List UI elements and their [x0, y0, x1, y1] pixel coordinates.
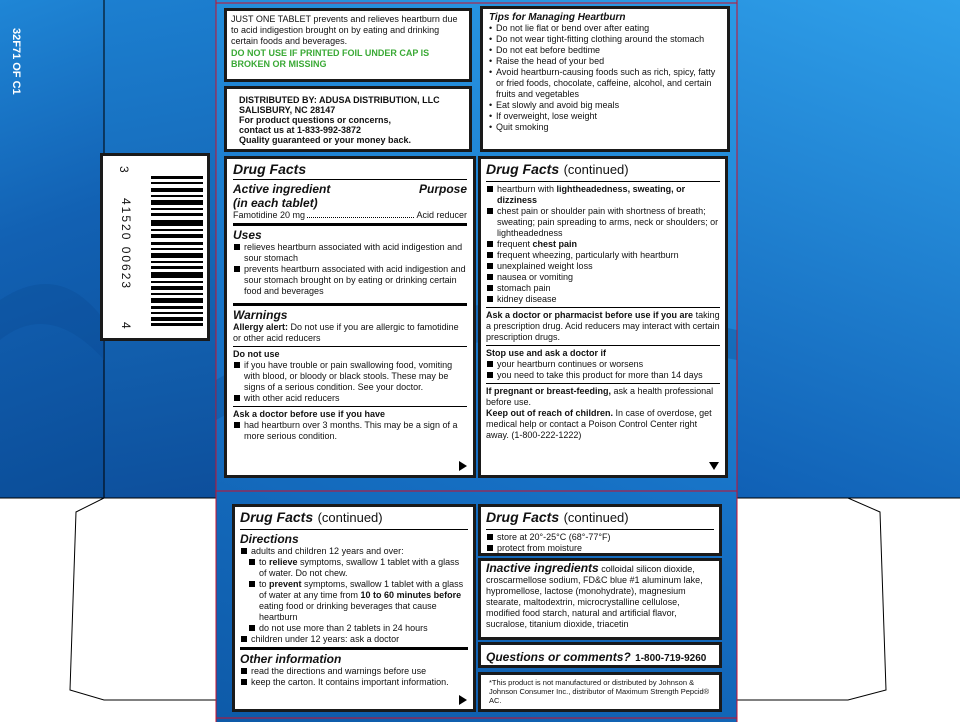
decorative-swoosh: [0, 284, 104, 360]
list-item: relieves heartburn associated with acid indigestion and sour stomach: [233, 242, 467, 264]
list-item: prevents heartburn associated with acid indigestion and sour stomach brought on by eating or drinking certain food and beverages: [233, 264, 467, 297]
drug-facts-panel-2: [478, 156, 728, 478]
questions-heading: Questions or comments?: [486, 650, 631, 664]
distributor-line: SALISBURY, NC 28147: [239, 105, 336, 115]
list-item: children under 12 years: ask a doctor: [240, 634, 468, 645]
allergy-text: Do not use if you are allergic to famotidine or other acid reducers: [233, 322, 459, 343]
list-item: read the directions and warnings before use: [240, 666, 468, 677]
continue-arrow-icon: [709, 462, 719, 470]
list-item: if you have trouble or pain swallowing food, vomiting with blood, or bloody or black stools. These may be signs of a serious condition. See your doctor.: [233, 360, 467, 393]
distributor-line: contact us at 1-833-992-3872: [239, 125, 362, 135]
ask-doctor-symptoms-list: [486, 184, 720, 305]
barcode-bars: [131, 176, 203, 326]
continue-arrow-icon: [459, 695, 467, 705]
list-item: chest pain or shoulder pain with shortness of breath; sweating; pain spreading to arms, neck or shoulders; or lightheadedness: [486, 206, 720, 239]
questions-phone: 1-800-719-9260: [635, 653, 707, 664]
distributor-box: [224, 86, 472, 152]
list-item: keep the carton. It contains important information.: [240, 677, 468, 688]
list-item: kidney disease: [486, 294, 720, 305]
disclaimer-text: *This product is not manufactured or distributed by Johnson & Johnson Consumer Inc., distributor of Maximum Strength Pepcid® AC.: [489, 678, 710, 705]
do-not-use-list: [233, 360, 467, 404]
list-item: • Do not eat before bedtime: [489, 45, 721, 56]
distributor-line: For product questions or concerns,: [239, 115, 392, 125]
barcode-check-digit: 4: [119, 322, 133, 329]
active-ingredient-label: Active ingredient: [233, 182, 331, 196]
ask-pharmacist: Ask a doctor or pharmacist before use if you are taking a prescription drug. Acid reducers may interact with certain prescription drugs.: [486, 310, 720, 342]
pregnancy-warning: If pregnant or breast-feeding, ask a health professional before use.: [486, 386, 714, 407]
intro-box: [224, 8, 472, 82]
uses-heading: Uses: [233, 228, 262, 242]
list-item: • Raise the head of your bed: [489, 56, 721, 67]
ask-doctor-heading: Ask a doctor before use if you have: [233, 409, 386, 419]
list-item: you need to take this product for more than 14 days: [486, 370, 720, 381]
allergy-alert: [233, 322, 467, 344]
storage-list: [486, 532, 714, 554]
list-item: • Do not lie flat or bend over after eating: [489, 23, 721, 34]
do-not-use-heading: Do not use: [233, 349, 280, 359]
active-ingredient-sub: (in each tablet): [233, 196, 318, 210]
list-item: nausea or vomiting: [486, 272, 720, 283]
foil-warning: DO NOT USE IF PRINTED FOIL UNDER CAP IS BROKEN OR MISSING: [231, 48, 430, 69]
drug-facts-title: Drug Facts: [233, 161, 307, 177]
distributor-line: Quality guaranteed or your money back.: [239, 135, 412, 145]
list-item: frequent wheezing, particularly with heartburn: [486, 250, 720, 261]
ingredient-name: Famotidine 20 mg: [233, 210, 306, 220]
stop-use-list: [486, 359, 720, 381]
other-information-heading: Other information: [240, 652, 342, 666]
list-item: had heartburn over 3 months. This may be a sign of a more serious condition.: [233, 420, 467, 442]
distributor-line: DISTRIBUTED BY: ADUSA DISTRIBUTION, LLC: [239, 95, 440, 105]
list-item: adults and children 12 years and over:: [240, 546, 468, 557]
drug-facts-title: Drug Facts (continued): [240, 509, 383, 525]
ingredient-row: [233, 210, 467, 221]
intro-text: JUST ONE TABLET prevents and relieves heartburn due to acid indigestion brought on by eating and drinking certain foods and beverages.: [231, 14, 458, 46]
tips-box: [480, 6, 730, 152]
tips-title: Tips for Managing Heartburn: [489, 12, 626, 23]
other-information-list: [240, 666, 468, 688]
ask-doctor-list: [233, 420, 467, 442]
barcode: [100, 153, 210, 341]
side-code: 32F71 OF C1: [10, 28, 22, 95]
bottom-right-flap: [737, 498, 886, 700]
list-item: heartburn with lightheadedness, sweating, or dizziness: [486, 184, 720, 206]
questions-box: [478, 642, 722, 668]
directions-sublist: [240, 557, 468, 634]
list-item: • Quit smoking: [489, 122, 721, 133]
drug-facts-title: Drug Facts (continued): [486, 161, 629, 177]
list-item: frequent chest pain: [486, 239, 720, 250]
list-item: to prevent symptoms, swallow 1 tablet with a glass of water at any time from 10 to 60 minutes before eating food or drinking beverages that cause heartburn: [248, 579, 468, 623]
tips-list: [489, 23, 721, 133]
stop-use-heading: Stop use and ask a doctor if: [486, 348, 607, 358]
list-item: with other acid reducers: [233, 393, 467, 404]
barcode-lead-digit: 3: [117, 166, 131, 173]
drug-facts-title: Drug Facts (continued): [486, 509, 629, 525]
drug-facts-panel-4: [478, 504, 722, 556]
list-item: unexplained weight loss: [486, 261, 720, 272]
active-ingredient-header: [233, 182, 467, 196]
list-item: store at 20°-25°C (68°-77°F): [486, 532, 714, 543]
barcode-middle-digits: 41520 00623: [119, 198, 133, 291]
list-item: • Eat slowly and avoid big meals: [489, 100, 721, 111]
continue-arrow-icon: [459, 461, 467, 471]
allergy-label: Allergy alert:: [233, 322, 289, 332]
uses-list: [233, 242, 467, 297]
purpose-label: Purpose: [418, 182, 467, 196]
ingredient-purpose: Acid reducer: [416, 210, 467, 220]
list-item: your heartburn continues or worsens: [486, 359, 720, 370]
directions-heading: Directions: [240, 532, 299, 546]
inactive-ingredients-box: [478, 558, 722, 640]
directions-children: [240, 634, 468, 645]
inactive-ingredients: Inactive ingredients colloidal silicon dioxide, croscarmellose sodium, FD&C blue #1 aluminum lake, hypromellose, lactose (monohydrate), magnesium stearate, maltodextrin, microcrystalline cellulose, modified food starch, natural and artificial flavor, sucralose, titanium dioxide, triacetin: [486, 561, 703, 629]
list-item: stomach pain: [486, 283, 720, 294]
list-item: protect from moisture: [486, 543, 714, 554]
disclaimer-box: [478, 672, 722, 712]
bottom-left-flap: [70, 498, 216, 700]
keep-out-of-reach: Keep out of reach of children. In case of overdose, get medical help or contact a Poison Control Center right away. (1-800-222-1222): [486, 408, 712, 440]
directions-list: [240, 546, 468, 557]
drug-facts-panel-1: [224, 156, 476, 478]
drug-facts-panel-3: [232, 504, 476, 712]
list-item: • Do not wear tight-fitting clothing around the stomach: [489, 34, 721, 45]
list-item: do not use more than 2 tablets in 24 hours: [248, 623, 468, 634]
list-item: • If overweight, lose weight: [489, 111, 721, 122]
list-item: to relieve symptoms, swallow 1 tablet with a glass of water. Do not chew.: [248, 557, 468, 579]
list-item: • Avoid heartburn-causing foods such as rich, spicy, fatty or fried foods, chocolate, caffeine, alcohol, and certain fruits and vegetables: [489, 67, 721, 100]
warnings-heading: Warnings: [233, 308, 288, 322]
